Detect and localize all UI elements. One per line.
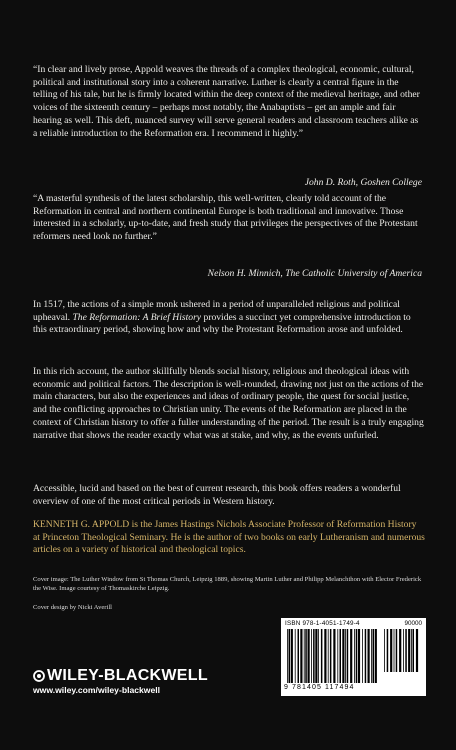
barcode-bar bbox=[340, 629, 342, 683]
description-paragraph-2: In this rich account, the author skillfully blends social history, religious and theological ideas with economic and political factors. The description is well-rounded, drawing not just on the actions of the main characters, but also the experiences and ideas of ordinary people, the quest for social justice, and the conflicting approaches to Christian unity. The events of the Reformation are placed in the context of Christian history to offer a fuller understanding of the period. The result is a truly engaging narrative that shows the reader exactly what was at stake, and why, as the events unfurled. bbox=[33, 366, 424, 441]
description-paragraph-3: Accessible, lucid and based on the best of current research, this book offers readers a wonderful overview of one of the most critical periods in Western history. bbox=[33, 483, 401, 507]
barcode-bar bbox=[384, 629, 385, 672]
barcode-bar bbox=[308, 629, 310, 683]
barcode-bar bbox=[304, 629, 305, 683]
barcode-bar bbox=[305, 629, 307, 683]
barcode-bar bbox=[330, 629, 332, 683]
barcode-bar bbox=[390, 629, 392, 672]
barcode-bar bbox=[408, 629, 410, 672]
price-barcode-bars bbox=[384, 629, 421, 672]
barcode-bar bbox=[403, 629, 404, 672]
endorsement-quote-roth: “In clear and lively prose, Appold weaves the threads of a complex theological, economic, cultural, political and institutional story into a coherent narrative. Luther is clearly a central figure in the telling of his tale, but he is firmly located within the deep context of the medieval heritage, and other voices of the sixteenth century – perhaps most notably, the Anabaptists – get an ample and fair hearing as well. This deft, nuanced survey will serve general readers and classroom teachers alike as a reliable introduction to the Reformation era. I recommend it highly.” bbox=[33, 64, 420, 139]
barcode-bar bbox=[333, 629, 335, 683]
barcode-bar bbox=[300, 629, 302, 683]
barcode-bar bbox=[298, 629, 300, 683]
cover-design-credit: Cover design by Nicki Averill bbox=[33, 604, 112, 611]
endorsement-quote-minnich: “A masterful synthesis of the latest scholarship, this well-written, clearly told account of the Reformation in central and northern continental Europe is both traditional and innovative. Those interested in a scholarly, up-to-date, and fresh study that privileges the perspectives of the Protestant reformers need look no further.” bbox=[33, 193, 418, 243]
barcode-bar bbox=[365, 629, 367, 683]
barcode-bar bbox=[313, 629, 315, 683]
barcode-bar bbox=[347, 629, 349, 683]
publisher-url: www.wiley.com/wiley-blackwell bbox=[33, 685, 161, 695]
barcode-bar bbox=[345, 629, 346, 683]
barcode-bar bbox=[375, 629, 377, 683]
barcode-bar bbox=[342, 629, 344, 683]
barcode-bar bbox=[328, 629, 329, 683]
barcode-bar bbox=[354, 629, 355, 683]
barcode-bar bbox=[311, 629, 312, 683]
barcode-bar bbox=[413, 629, 415, 672]
barcode-bar bbox=[416, 629, 418, 672]
barcode-bar bbox=[368, 629, 370, 683]
barcode-bar bbox=[358, 629, 360, 683]
barcode-bar bbox=[289, 629, 291, 683]
barcode-bar bbox=[321, 629, 323, 683]
description-paragraph-1: In 1517, the actions of a simple monk ushered in a period of unparalleled religious and political upheaval. The Reformation: A Brief History provides a succinct yet comprehensive introduction to this extraordinary period, showing how and why the Protestant Reformation arose and unfolded. bbox=[33, 299, 411, 336]
barcode-bar bbox=[387, 629, 389, 672]
ean-barcode-bars bbox=[287, 629, 379, 683]
barcode-bar bbox=[287, 629, 288, 683]
barcode-bar bbox=[371, 629, 372, 683]
barcode-bar bbox=[394, 629, 395, 672]
barcode-bar bbox=[411, 629, 412, 672]
cover-image-credit: Cover image: The Luther Window from St Thomas Church, Leipzig 1889, showing Martin Luther and Philipp Melanchthon with Elector Frederick the Wise. Image courtesy of Thomaskirche Leipzig. bbox=[33, 576, 422, 592]
barcode-bar bbox=[399, 629, 401, 672]
book-title: The Reformation: A Brief History bbox=[72, 311, 202, 323]
barcode-bar bbox=[350, 629, 352, 683]
isbn-barcode bbox=[281, 618, 426, 696]
barcode-bar bbox=[324, 629, 326, 683]
barcode-bar bbox=[291, 629, 293, 683]
barcode-bar bbox=[356, 629, 358, 683]
barcode-bar bbox=[362, 629, 363, 683]
publisher-name: WILEY-BLACKWELL bbox=[47, 667, 208, 684]
barcode-bar bbox=[318, 629, 319, 683]
endorsement-attribution-minnich: Nelson H. Minnich, The Catholic University of America bbox=[207, 268, 422, 279]
price-code-label: 90000 bbox=[404, 620, 422, 627]
isbn-label: ISBN 978-1-4051-1749-4 bbox=[285, 620, 360, 627]
barcode-bar bbox=[337, 629, 338, 683]
barcode-digits: 9 781405 117494 bbox=[284, 684, 355, 691]
author-bio: KENNETH G. APPOLD is the James Hastings Nichols Associate Professor of Reformation History at Princeton Theological Seminary. He is the author of two books on early Lutheranism and numerous articles on a variety of historical and theological topics. bbox=[33, 519, 425, 556]
barcode-bar bbox=[295, 629, 296, 683]
endorsement-attribution-roth: John D. Roth, Goshen College bbox=[304, 177, 422, 188]
barcode-bar bbox=[315, 629, 317, 683]
barcode-bar bbox=[373, 629, 375, 683]
barcode-bar bbox=[405, 629, 407, 672]
barcode-bar bbox=[396, 629, 398, 672]
